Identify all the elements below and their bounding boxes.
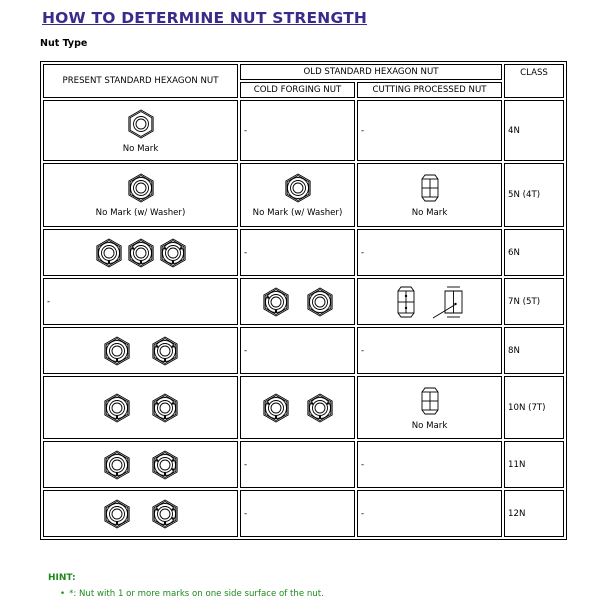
present-cell: - bbox=[43, 278, 238, 325]
cutting-cell: - bbox=[357, 229, 502, 276]
nut-side-marks-icon bbox=[395, 284, 417, 320]
class-cell: 4N bbox=[504, 100, 564, 161]
class-cell: 8N bbox=[504, 327, 564, 374]
present-cell bbox=[43, 376, 238, 439]
hex-nut-marked-icon bbox=[261, 286, 291, 318]
nut-strength-table bbox=[40, 61, 567, 540]
present-cell bbox=[43, 229, 238, 276]
nut-caption: No Mark bbox=[411, 420, 448, 431]
class-cell: 10N (7T) bbox=[504, 376, 564, 439]
hint-label: HINT: bbox=[48, 573, 76, 583]
hex-nut-marked-icon bbox=[150, 498, 180, 530]
hex-nut-washer-icon bbox=[283, 172, 313, 204]
present-cell bbox=[43, 490, 238, 537]
cold-forging-cell bbox=[240, 278, 355, 325]
hex-nut-marked-icon bbox=[150, 449, 180, 481]
header-cutting-processed: CUTTING PROCESSED NUT bbox=[357, 82, 502, 98]
nut-caption: No Mark (w/ Washer) bbox=[252, 208, 343, 218]
hex-nut-marked-icon bbox=[158, 237, 188, 269]
hint-item bbox=[60, 589, 324, 599]
table-row bbox=[43, 327, 564, 374]
bullet-icon: • bbox=[60, 589, 66, 599]
cold-forging-cell: - bbox=[240, 100, 355, 161]
header-present-standard: PRESENT STANDARD HEXAGON NUT bbox=[43, 64, 238, 98]
nut-caption: No Mark bbox=[122, 143, 159, 154]
hex-nut-marked-icon bbox=[150, 392, 180, 424]
class-cell: 7N (5T) bbox=[504, 278, 564, 325]
hex-nut-marked-icon bbox=[94, 237, 124, 269]
present-cell bbox=[43, 327, 238, 374]
nut-side-view-icon bbox=[419, 385, 441, 417]
hex-nut-icon bbox=[126, 108, 156, 140]
cutting-cell: - bbox=[357, 100, 502, 161]
class-cell: 11N bbox=[504, 441, 564, 488]
header-cold-forging: COLD FORGING NUT bbox=[240, 82, 355, 98]
hex-nut-marked-icon bbox=[102, 392, 132, 424]
hex-nut-marked-icon bbox=[150, 335, 180, 367]
header-old-standard: OLD STANDARD HEXAGON NUT bbox=[240, 64, 502, 80]
hex-nut-washer-icon bbox=[126, 172, 156, 204]
class-cell: 5N (4T) bbox=[504, 163, 564, 227]
cutting-cell: - bbox=[357, 441, 502, 488]
hex-nut-marked-icon bbox=[261, 392, 291, 424]
cold-forging-cell: - bbox=[240, 490, 355, 537]
table-row bbox=[43, 441, 564, 488]
hex-nut-marked-icon bbox=[126, 237, 156, 269]
cold-forging-cell bbox=[240, 376, 355, 439]
cutting-cell bbox=[357, 163, 502, 227]
class-cell: 6N bbox=[504, 229, 564, 276]
nut-side-indicator-icon bbox=[431, 284, 465, 320]
cutting-cell: - bbox=[357, 327, 502, 374]
present-cell bbox=[43, 100, 238, 161]
table-row bbox=[43, 376, 564, 439]
hex-nut-marked-icon bbox=[102, 498, 132, 530]
cold-forging-cell: - bbox=[240, 441, 355, 488]
table-row bbox=[43, 163, 564, 227]
nut-caption: No Mark bbox=[411, 208, 448, 218]
header-class: CLASS bbox=[504, 64, 564, 98]
class-cell: 12N bbox=[504, 490, 564, 537]
cutting-cell: - bbox=[357, 490, 502, 537]
cold-forging-cell bbox=[240, 163, 355, 227]
table-row bbox=[43, 100, 564, 161]
table-row bbox=[43, 490, 564, 537]
page-title: HOW TO DETERMINE NUT STRENGTH bbox=[42, 9, 368, 27]
hex-nut-marked-icon bbox=[305, 392, 335, 424]
table-row bbox=[43, 278, 564, 325]
hint-text: *: Nut with 1 or more marks on one side surface of the nut. bbox=[69, 589, 324, 599]
cold-forging-cell: - bbox=[240, 327, 355, 374]
hex-nut-marked-icon bbox=[102, 335, 132, 367]
nut-side-view-icon bbox=[419, 172, 441, 204]
section-label: Nut Type bbox=[40, 38, 88, 49]
table-row bbox=[43, 229, 564, 276]
hex-nut-washer-icon bbox=[305, 286, 335, 318]
hex-nut-marked-icon bbox=[102, 449, 132, 481]
present-cell bbox=[43, 163, 238, 227]
present-cell bbox=[43, 441, 238, 488]
cold-forging-cell: - bbox=[240, 229, 355, 276]
nut-caption: No Mark (w/ Washer) bbox=[95, 208, 186, 218]
cutting-cell bbox=[357, 376, 502, 439]
cutting-cell bbox=[357, 278, 502, 325]
